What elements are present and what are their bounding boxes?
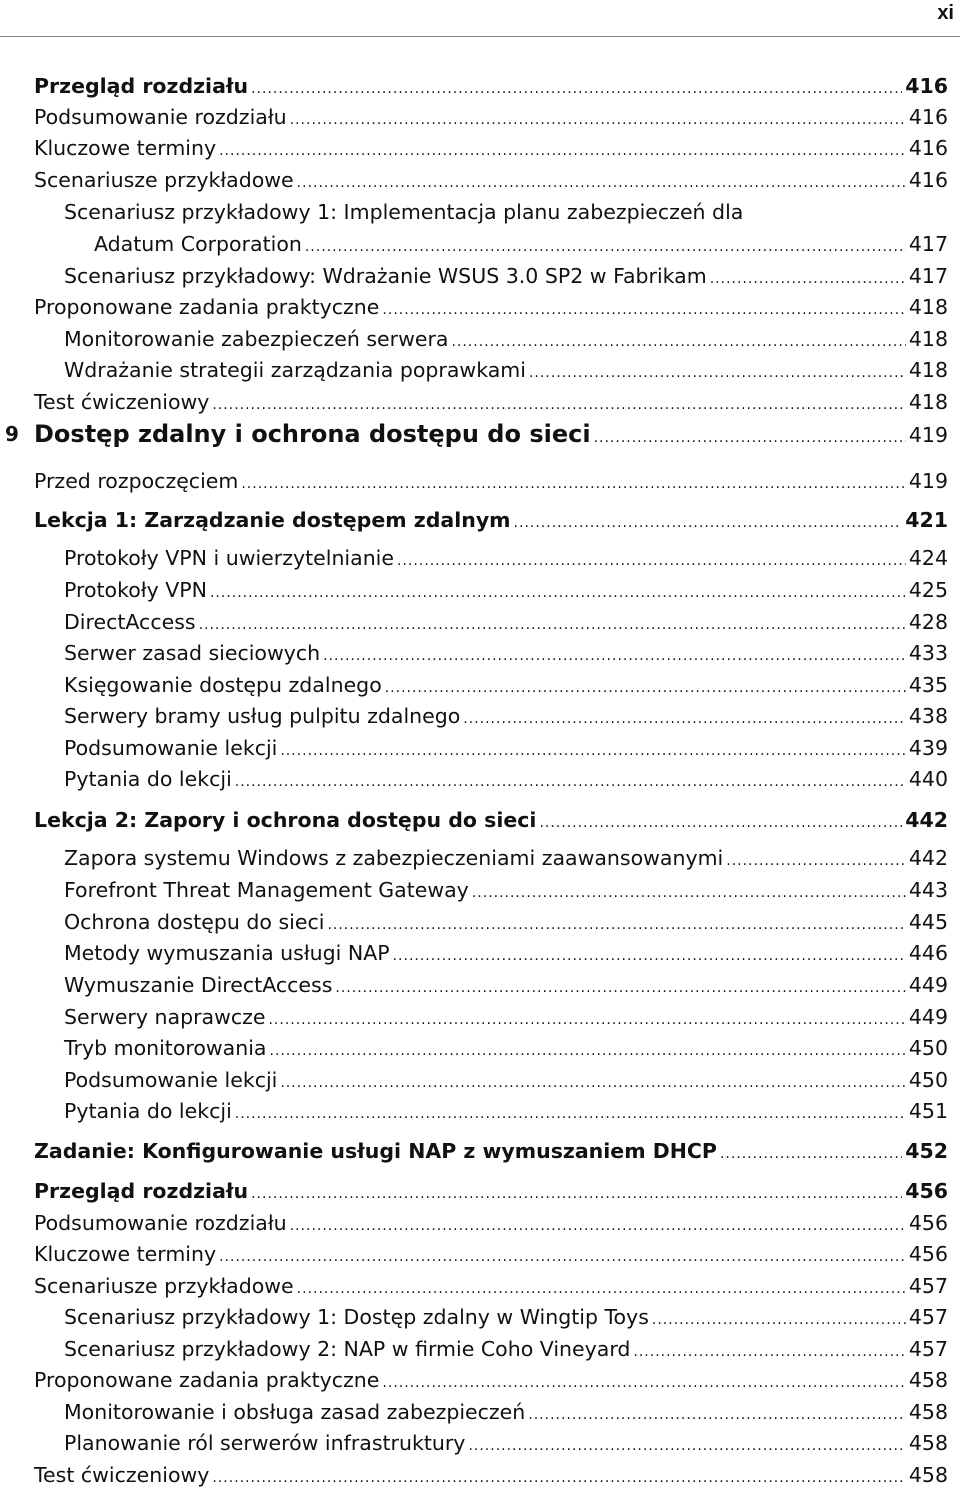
toc-entry-page: 457 [908, 1274, 948, 1298]
toc-entry [64, 1335, 948, 1366]
toc-entry-page: 416 [905, 74, 948, 98]
dot-leader [528, 1401, 906, 1429]
toc-entry-title: Przegląd rozdziału [34, 74, 249, 98]
toc-entry [34, 1366, 948, 1397]
toc-entry [34, 166, 948, 197]
toc-entry [64, 608, 948, 639]
toc-entry-title: Ochrona dostępu do sieci [64, 910, 325, 934]
toc-entry [64, 876, 948, 907]
toc-entry-title: Kluczowe terminy [34, 136, 217, 160]
toc-entry [64, 1034, 948, 1065]
toc-entry-title: Scenariusz przykładowy 1: Dostęp zdalny w Wingtip Toys [64, 1305, 649, 1329]
toc-entry [34, 134, 948, 165]
toc-entry-page: 433 [908, 641, 948, 665]
toc-entry [64, 1303, 948, 1334]
toc-entry-page: 450 [908, 1068, 948, 1092]
toc-entry-title: Scenariusz przykładowy 2: NAP w firmie Coho Vineyard [64, 1337, 631, 1361]
toc-entry-title: Test ćwiczeniowy [34, 390, 210, 414]
dot-leader [219, 1243, 906, 1271]
toc-entry [64, 262, 948, 293]
toc-entry-page: 419 [908, 469, 948, 493]
dot-leader [323, 642, 906, 670]
toc-entry-title: Przegląd rozdziału [34, 1179, 249, 1203]
toc-entry-page: 442 [908, 846, 948, 870]
dot-leader [219, 137, 906, 165]
toc-entry [64, 198, 948, 226]
toc-entry-title: Wdrażanie strategii zarządzania poprawkami [64, 358, 526, 382]
toc-entry [64, 765, 948, 796]
toc-entry-page: 418 [908, 295, 948, 319]
dot-leader [451, 328, 905, 356]
page-number: xi [937, 2, 954, 24]
dot-leader [290, 1212, 906, 1240]
toc-entry-page: 443 [908, 878, 948, 902]
dot-leader [720, 1140, 902, 1168]
toc-entry [34, 806, 948, 837]
toc-entry-title: Serwery bramy usług pulpitu zdalnego [64, 704, 461, 728]
toc-entry-title: Serwery naprawcze [64, 1005, 266, 1029]
dot-leader [594, 422, 906, 454]
toc-entry-title: Pytania do lekcji [64, 1099, 232, 1123]
toc-entry-title: Przed rozpoczęciem [34, 469, 239, 493]
toc-entry-page: 428 [908, 610, 948, 634]
toc-entry-title: Podsumowanie rozdziału [34, 105, 287, 129]
dot-leader [335, 974, 905, 1002]
toc-entry [64, 939, 948, 970]
dot-leader [251, 75, 902, 103]
toc-entry-page: 456 [908, 1242, 948, 1266]
toc-entry-title: Tryb monitorowania [64, 1036, 267, 1060]
toc-entry [34, 72, 948, 103]
toc-entry-page: 450 [908, 1036, 948, 1060]
dot-leader [468, 1432, 905, 1460]
toc-entry [64, 734, 948, 765]
toc-entry-page: 417 [908, 232, 948, 256]
toc-entry [64, 908, 948, 939]
header-rule [0, 36, 960, 37]
toc-entry-title: Monitorowanie zabezpieczeń serwera [64, 327, 449, 351]
toc-entry-page: 449 [908, 973, 948, 997]
toc-entry-title: Podsumowanie lekcji [64, 1068, 278, 1092]
toc-entry-title: Lekcja 2: Zapory i ochrona dostępu do sieci [34, 808, 537, 832]
toc-entry-title: Test ćwiczeniowy [34, 1463, 210, 1487]
toc-entry-title: Pytania do lekcji [64, 767, 232, 791]
toc-entry [64, 702, 948, 733]
dot-leader [382, 296, 905, 324]
toc-entry-page: 416 [908, 136, 948, 160]
toc-entry-title: Scenariusze przykładowe [34, 1274, 294, 1298]
dot-leader [280, 1069, 906, 1097]
toc-entry [64, 671, 948, 702]
toc-entry-title: Wymuszanie DirectAccess [64, 973, 333, 997]
dot-leader [199, 611, 906, 639]
toc-entry-title: Protokoły VPN i uwierzytelnianie [64, 546, 394, 570]
toc-entry [34, 103, 948, 134]
dot-leader [327, 911, 905, 939]
toc-entry [64, 639, 948, 670]
toc-entry-page: 457 [908, 1305, 948, 1329]
toc-entry-title: Proponowane zadania praktyczne [34, 295, 380, 319]
toc-entry-title: Adatum Corporation [94, 232, 302, 256]
toc-entry-page: 418 [908, 327, 948, 351]
toc-entry [34, 1240, 948, 1271]
dot-leader [382, 1369, 905, 1397]
toc-entry-title: Dostęp zdalny i ochrona dostępu do sieci [34, 420, 591, 448]
dot-leader [652, 1306, 906, 1334]
toc-entry [64, 356, 948, 387]
dot-leader [235, 1100, 906, 1128]
dot-leader [212, 391, 905, 419]
toc-entry-page: 416 [908, 105, 948, 129]
dot-leader [235, 768, 906, 796]
dot-leader [290, 106, 906, 134]
toc-entry-page: 442 [905, 808, 948, 832]
dot-leader [397, 547, 906, 575]
toc-entry-page: 458 [908, 1431, 948, 1455]
toc-entry-title: Kluczowe terminy [34, 1242, 217, 1266]
dot-leader [463, 705, 906, 733]
toc-entry-page: 435 [908, 673, 948, 697]
toc-entry [34, 1461, 948, 1492]
dot-leader [710, 265, 906, 293]
toc-entry-page: 417 [908, 264, 948, 288]
toc-entry [64, 1097, 948, 1128]
toc-entry [34, 1177, 948, 1208]
dot-leader [212, 1464, 905, 1492]
dot-leader [210, 579, 906, 607]
toc-entry-page: 451 [908, 1099, 948, 1123]
dot-leader [633, 1338, 905, 1366]
toc-entry-title: Forefront Threat Management Gateway [64, 878, 469, 902]
toc-chapter-entry [5, 418, 948, 454]
toc-entry-page: 419 [908, 423, 948, 447]
dot-leader [514, 509, 903, 537]
toc-entry [64, 576, 948, 607]
toc-entry-title: DirectAccess [64, 610, 196, 634]
toc-entry-page: 449 [908, 1005, 948, 1029]
toc-entry [64, 971, 948, 1002]
toc-entry [34, 1272, 948, 1303]
dot-leader [280, 737, 906, 765]
toc-entry-title: Metody wymuszania usługi NAP [64, 941, 390, 965]
toc-entry [34, 467, 948, 498]
dot-leader [268, 1006, 905, 1034]
toc-entry-title: Podsumowanie rozdziału [34, 1211, 287, 1235]
dot-leader [305, 233, 906, 261]
toc-entry-page: 418 [908, 390, 948, 414]
toc-entry-page: 452 [905, 1139, 948, 1163]
dot-leader [269, 1037, 905, 1065]
toc-entry [64, 1066, 948, 1097]
toc-entry-page: 440 [908, 767, 948, 791]
toc-entry-title: Podsumowanie lekcji [64, 736, 278, 760]
toc-entry-page: 456 [905, 1179, 948, 1203]
toc-entry-title: Scenariusze przykładowe [34, 168, 294, 192]
dot-leader [539, 809, 902, 837]
dot-leader [529, 359, 906, 387]
toc-entry-page: 416 [908, 168, 948, 192]
toc-entry-title: Lekcja 1: Zarządzanie dostępem zdalnym [34, 508, 511, 532]
chapter-number: 9 [5, 422, 19, 446]
toc-entry-title: Serwer zasad sieciowych [64, 641, 321, 665]
toc-entry-page: 425 [908, 578, 948, 602]
toc-entry-title: Planowanie ról serwerów infrastruktury [64, 1431, 466, 1455]
toc-entry-page: 445 [908, 910, 948, 934]
toc-entry [34, 506, 948, 537]
toc-entry [64, 1003, 948, 1034]
dot-leader [297, 169, 906, 197]
toc-entry [64, 1429, 948, 1460]
toc-entry [34, 388, 948, 419]
toc-entry-page: 458 [908, 1400, 948, 1424]
dot-leader [472, 879, 906, 907]
toc-entry-page: 458 [908, 1368, 948, 1392]
dot-leader [251, 1180, 902, 1208]
toc-entry-title: Księgowanie dostępu zdalnego [64, 673, 382, 697]
toc-entry-page: 439 [908, 736, 948, 760]
toc-entry-title: Zadanie: Konfigurowanie usługi NAP z wymuszaniem DHCP [34, 1139, 717, 1163]
toc-entry-title: Protokoły VPN [64, 578, 207, 602]
toc-entry-page: 421 [905, 508, 948, 532]
toc-entry [64, 1398, 948, 1429]
toc-entry-page: 457 [908, 1337, 948, 1361]
toc-entry [34, 1209, 948, 1240]
toc-entry [94, 230, 948, 261]
toc-entry-page: 458 [908, 1463, 948, 1487]
toc-entry-title: Scenariusz przykładowy 1: Implementacja planu zabezpieczeń dla [64, 200, 744, 224]
toc-entry-page: 456 [908, 1211, 948, 1235]
toc-entry-page: 446 [908, 941, 948, 965]
toc-entry [64, 325, 948, 356]
toc-entry-page: 438 [908, 704, 948, 728]
toc-entry-page: 418 [908, 358, 948, 382]
toc-entry-title: Proponowane zadania praktyczne [34, 1368, 380, 1392]
dot-leader [726, 847, 906, 875]
toc-entry [64, 844, 948, 875]
dot-leader [241, 470, 906, 498]
toc-entry [34, 1137, 948, 1168]
dot-leader [385, 674, 906, 702]
toc-entry [34, 293, 948, 324]
toc-entry-page: 424 [908, 546, 948, 570]
toc-entry-title: Scenariusz przykładowy: Wdrażanie WSUS 3.0 SP2 w Fabrikam [64, 264, 707, 288]
dot-leader [297, 1275, 906, 1303]
dot-leader [393, 942, 906, 970]
toc-entry-title: Zapora systemu Windows z zabezpieczeniami zaawansowanymi [64, 846, 724, 870]
toc-entry [64, 544, 948, 575]
toc-entry-title: Monitorowanie i obsługa zasad zabezpieczeń [64, 1400, 526, 1424]
